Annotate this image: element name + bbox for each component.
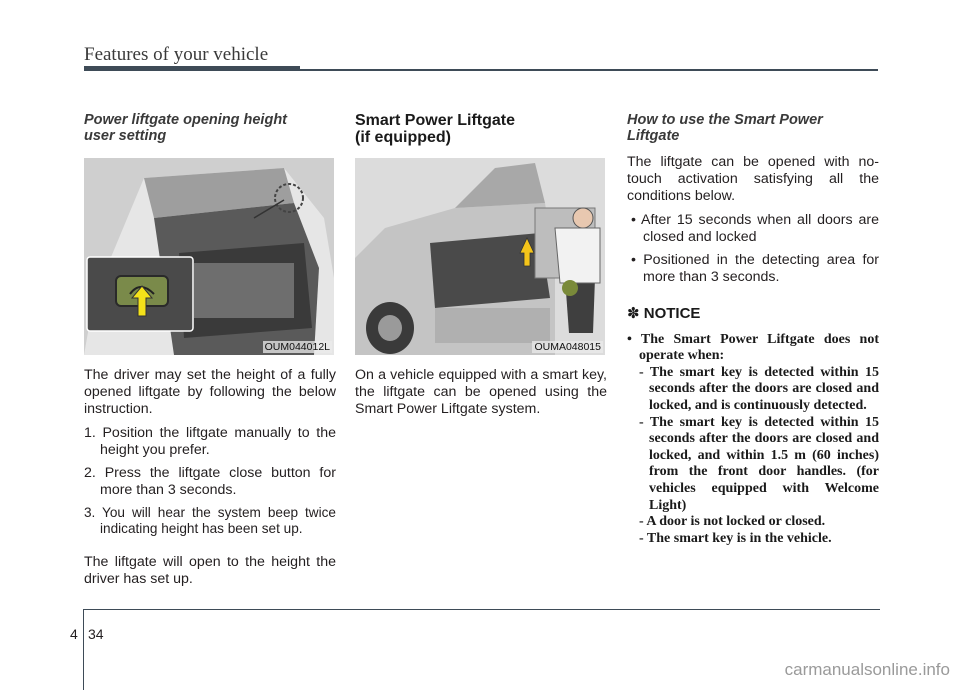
figure-code: OUMA048015	[534, 341, 601, 353]
intro-paragraph: The driver may set the height of a fully opened liftgate by following the below instruction.	[84, 367, 336, 417]
notice-item: - The smart key is detected within 15 seconds after the doors are closed and locked, and within 1.5 m (60 inches) from the front door handles. (for vehicles equipped with Welcome Light)	[639, 414, 879, 513]
notice-lead: • The Smart Power Liftgate does not operate when:	[627, 331, 879, 364]
heading-line-1: Smart Power Liftgate	[355, 112, 516, 129]
page-number: 34	[88, 626, 104, 642]
heading-line-1: Power liftgate opening height	[84, 112, 287, 128]
heading-line-2: user setting	[84, 128, 167, 144]
heading-line-1: How to use the Smart Power	[627, 112, 823, 128]
column-liftgate-height	[84, 108, 336, 596]
step-item: 1. Position the liftgate manually to the height you prefer.	[84, 425, 336, 459]
header-rule-thin	[300, 69, 878, 71]
column-smart-power-liftgate	[355, 108, 607, 425]
step-item: 2. Press the liftgate close button for more than 3 seconds.	[84, 464, 336, 498]
heading-line-2: (if equipped)	[355, 129, 451, 146]
notice-body	[627, 332, 879, 548]
setup-steps	[84, 425, 336, 538]
footer-rule	[84, 609, 880, 610]
notice-title: ✽ NOTICE	[627, 304, 701, 322]
figure-code: OUM044012L	[264, 341, 330, 353]
running-header: Features of your vehicle	[84, 44, 269, 65]
smart-liftgate-paragraph: On a vehicle equipped with a smart key, the liftgate can be opened using the Smart Power Liftgate system.	[355, 367, 607, 417]
suv-rear-illustration	[355, 158, 605, 355]
notice-item: - A door is not locked or closed.	[639, 514, 826, 530]
footer-divider	[83, 609, 84, 690]
close-button-inset	[86, 256, 194, 332]
section-heading-how-to-use	[627, 112, 879, 144]
column-how-to-use	[627, 108, 879, 547]
outro-paragraph: The liftgate will open to the height the driver has set up.	[84, 554, 336, 587]
how-to-intro: The liftgate can be opened with no-touch activation satisfying all the conditions below.	[627, 154, 879, 204]
figure-smart-liftgate	[355, 158, 605, 355]
chapter-number: 4	[70, 626, 78, 642]
condition-bullets	[627, 212, 879, 285]
section-heading-smart-liftgate	[355, 112, 607, 146]
header-rule-thick	[84, 66, 300, 71]
heading-line-2: Liftgate	[627, 128, 680, 144]
watermark: carmanualsonline.info	[784, 660, 950, 679]
condition-item: • Positioned in the detecting area for more than 3 seconds.	[631, 251, 879, 285]
condition-item: • After 15 seconds when all doors are closed and locked	[631, 212, 879, 246]
figure-liftgate-button	[84, 158, 334, 355]
section-heading-height-setting	[84, 112, 336, 144]
notice-item: - The smart key is in the vehicle.	[639, 530, 832, 546]
step-item: 3. You will hear the system beep twice indicating height has been set up.	[84, 504, 336, 537]
notice-item: - The smart key is detected within 15 seconds after the doors are closed and locked, and is continuously detected.	[639, 364, 879, 413]
